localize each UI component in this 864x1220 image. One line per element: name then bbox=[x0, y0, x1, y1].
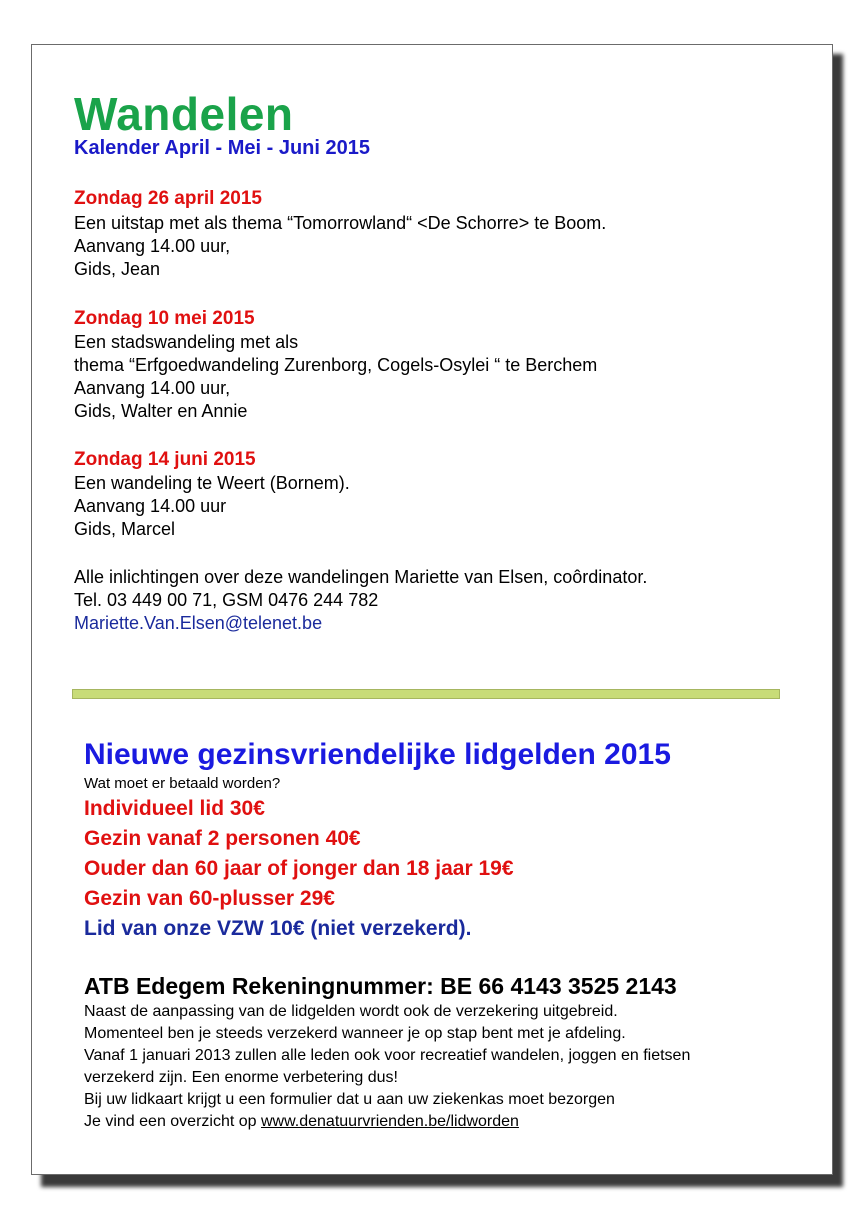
event-3-line-1: Een wandeling te Weert (Bornem). bbox=[74, 473, 350, 493]
event-2-date: Zondag 10 mei 2015 bbox=[74, 308, 255, 329]
event-2-line-2: thema “Erfgoedwandeling Zurenborg, Cogels-Osylei “ te Berchem bbox=[74, 355, 598, 375]
fees-question: Wat moet er betaald worden? bbox=[84, 775, 281, 792]
calendar-subtitle: Kalender April - Mei - Juni 2015 bbox=[74, 137, 371, 159]
overview-prefix: Je vind een overzicht op bbox=[84, 1113, 261, 1130]
section-divider bbox=[72, 689, 780, 699]
event-1-line-1: Een uitstap met als thema “Tomorrowland“ <De Schorre> te Boom. bbox=[74, 213, 607, 233]
event-2-line-3: Aanvang 14.00 uur, bbox=[74, 378, 231, 398]
paragraph-line-4: verzekerd zijn. Een enorme verbetering dus! bbox=[84, 1069, 398, 1086]
overview-link[interactable]: www.denatuurvrienden.be/lidworden bbox=[261, 1113, 519, 1130]
event-1-line-2: Aanvang 14.00 uur, bbox=[74, 236, 231, 256]
paragraph-line-1: Naast de aanpassing van de lidgelden wordt ook de verzekering uitgebreid. bbox=[84, 1003, 618, 1020]
page-title: Wandelen bbox=[74, 88, 294, 140]
event-2-line-4: Gids, Walter en Annie bbox=[74, 401, 248, 421]
overview-line bbox=[84, 1113, 519, 1131]
fee-family: Gezin vanaf 2 personen 40€ bbox=[84, 827, 361, 850]
fees-title: Nieuwe gezinsvriendelijke lidgelden 2015 bbox=[84, 738, 671, 771]
fee-senior-family: Gezin van 60-plusser 29€ bbox=[84, 887, 335, 910]
fee-age: Ouder dan 60 jaar of jonger dan 18 jaar 19€ bbox=[84, 857, 514, 880]
fee-vzw: Lid van onze VZW 10€ (niet verzekerd). bbox=[84, 917, 472, 940]
contact-phone-line: Tel. 03 449 00 71, GSM 0476 244 782 bbox=[74, 590, 379, 610]
document-page bbox=[31, 44, 833, 1175]
event-1-line-3: Gids, Jean bbox=[74, 259, 161, 279]
event-3-line-3: Gids, Marcel bbox=[74, 519, 176, 539]
contact-info-line: Alle inlichtingen over deze wandelingen Mariette van Elsen, coôrdinator. bbox=[74, 567, 648, 587]
paragraph-line-5: Bij uw lidkaart krijgt u een formulier dat u aan uw ziekenkas moet bezorgen bbox=[84, 1091, 615, 1108]
bank-account: ATB Edegem Rekeningnummer: BE 66 4143 3525 2143 bbox=[84, 973, 677, 999]
contact-email-link[interactable]: Mariette.Van.Elsen@telenet.be bbox=[74, 613, 323, 633]
event-1-date: Zondag 26 april 2015 bbox=[74, 188, 262, 209]
event-3-line-2: Aanvang 14.00 uur bbox=[74, 496, 227, 516]
fee-individual: Individueel lid 30€ bbox=[84, 797, 265, 820]
event-2-line-1: Een stadswandeling met als bbox=[74, 332, 299, 352]
event-3-date: Zondag 14 juni 2015 bbox=[74, 449, 256, 470]
paragraph-line-2: Momenteel ben je steeds verzekerd wanneer je op stap bent met je afdeling. bbox=[84, 1025, 626, 1042]
paragraph-line-3: Vanaf 1 januari 2013 zullen alle leden ook voor recreatief wandelen, joggen en fietsen bbox=[84, 1047, 691, 1064]
